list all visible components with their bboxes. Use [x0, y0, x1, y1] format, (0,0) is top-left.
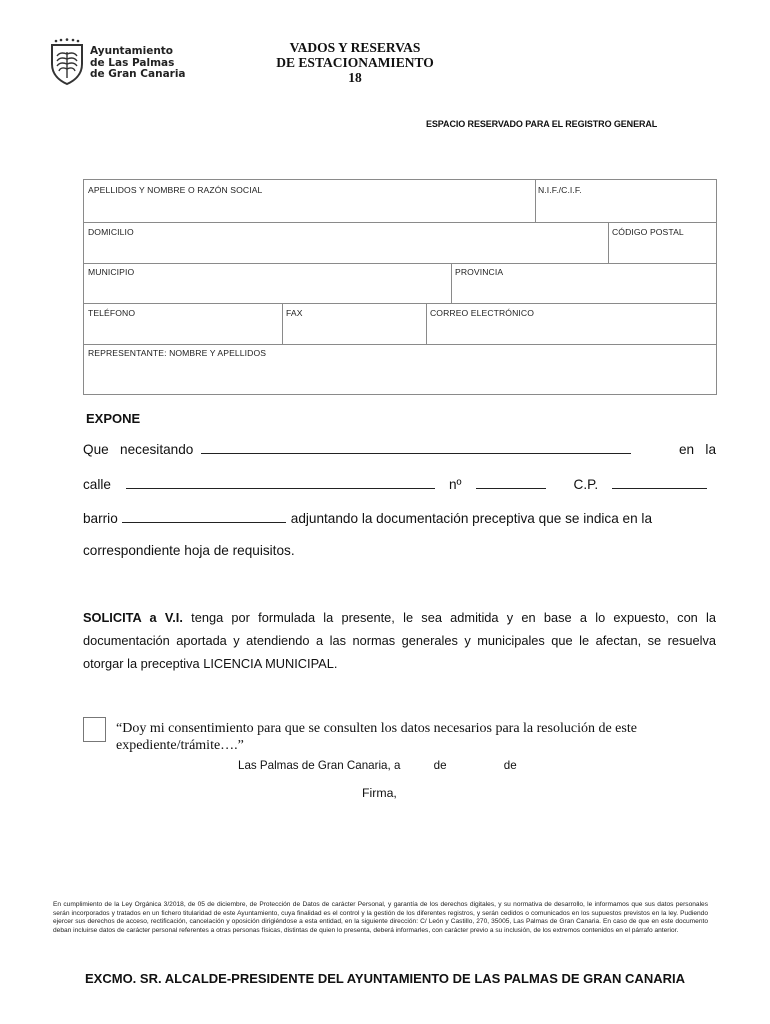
- addressee-footer: EXCMO. SR. ALCALDE-PRESIDENTE DEL AYUNTAMIENTO DE LAS PALMAS DE GRAN CANARIA: [85, 971, 685, 986]
- calle-blank[interactable]: [126, 487, 435, 489]
- data-protection-notice: En cumplimiento de la Ley Orgánica 3/2018, de 05 de diciembre, de Protección de Datos de carácter Personal, y garantía de los derechos digitales, y su normativa de desarrollo, le informamos que sus datos personales serán incorporados y tratados en un fichero titularidad de este Ayuntamiento, cuya finalidad es el control y la gestión de los diferentes registros, y serán cedidos o comunicados en los supuestos previstos en la ley. Pudiendo ejercer sus derechos de acceso, rectificación, cancelación y oposición dirigiéndose a esta entidad, en la siguiente dirección: C/ León y Castillo, 270, 35005, Las Palmas de Gran Canaria. En caso de que en este documento deban incluirse datos de carácter personal referentes a otras personas físicas, distintas de quien lo presenta, deberá informarles, con carácter previo a su inclusión, de los extremos contenidos en el párrafo anterior.: [53, 901, 708, 934]
- expone-row-calle: calle nº C.P.: [83, 477, 716, 492]
- expone-heading: EXPONE: [86, 411, 141, 426]
- registro-general-label: ESPACIO RESERVADO PARA EL REGISTRO GENERAL: [426, 119, 658, 129]
- field-municipio[interactable]: MUNICIPIO: [88, 267, 135, 277]
- applicant-form: [83, 179, 717, 395]
- shield-icon: [48, 38, 86, 86]
- field-provincia[interactable]: PROVINCIA: [455, 267, 504, 277]
- expone-row-barrio: barrio adjuntando la documentación preceptiva que se indica en la: [83, 511, 653, 526]
- necesitando-blank[interactable]: [201, 452, 631, 454]
- barrio-blank[interactable]: [122, 521, 286, 523]
- field-codigo-postal[interactable]: CÓDIGO POSTAL: [612, 227, 684, 237]
- field-fax[interactable]: FAX: [286, 308, 303, 318]
- consent-text: “Doy mi consentimiento para que se consulten los datos necesarios para la resolución de este expediente/trámite….”: [116, 721, 637, 753]
- solicita-paragraph: SOLICITA a V.I. tenga por formulada la presente, le sea admitida y en base a lo expuesto, con la documentación aportada y atendiendo a las normas generales y municipales que le afectan, se resuelva otorgar la preceptiva LICENCIA MUNICIPAL.: [83, 610, 716, 671]
- logo-text: Ayuntamiento de Las Palmas de Gran Canaria: [90, 45, 186, 80]
- field-representante[interactable]: REPRESENTANTE: NOMBRE Y APELLIDOS: [88, 348, 267, 358]
- field-correo[interactable]: CORREO ELECTRÓNICO: [430, 308, 534, 318]
- numero-blank[interactable]: [476, 487, 546, 489]
- field-domicilio[interactable]: DOMICILIO: [88, 227, 134, 237]
- cp-blank[interactable]: [612, 487, 707, 489]
- signature-label: Firma,: [362, 786, 397, 800]
- expone-row-necesitando: Que necesitando en la: [83, 442, 716, 457]
- field-nif[interactable]: N.I.F./C.I.F.: [538, 185, 582, 195]
- expone-row-requisitos: correspondiente hoja de requisitos.: [83, 543, 295, 558]
- ayuntamiento-logo: [48, 38, 188, 88]
- document-title: VADOS Y RESERVAS DE ESTACIONAMIENTO 18: [276, 40, 434, 85]
- signature-place-date: Las Palmas de Gran Canaria, a de de: [238, 759, 517, 772]
- consent-checkbox[interactable]: [83, 717, 106, 742]
- field-apellidos[interactable]: APELLIDOS Y NOMBRE O RAZÓN SOCIAL: [88, 185, 263, 195]
- field-telefono[interactable]: TELÉFONO: [88, 308, 136, 318]
